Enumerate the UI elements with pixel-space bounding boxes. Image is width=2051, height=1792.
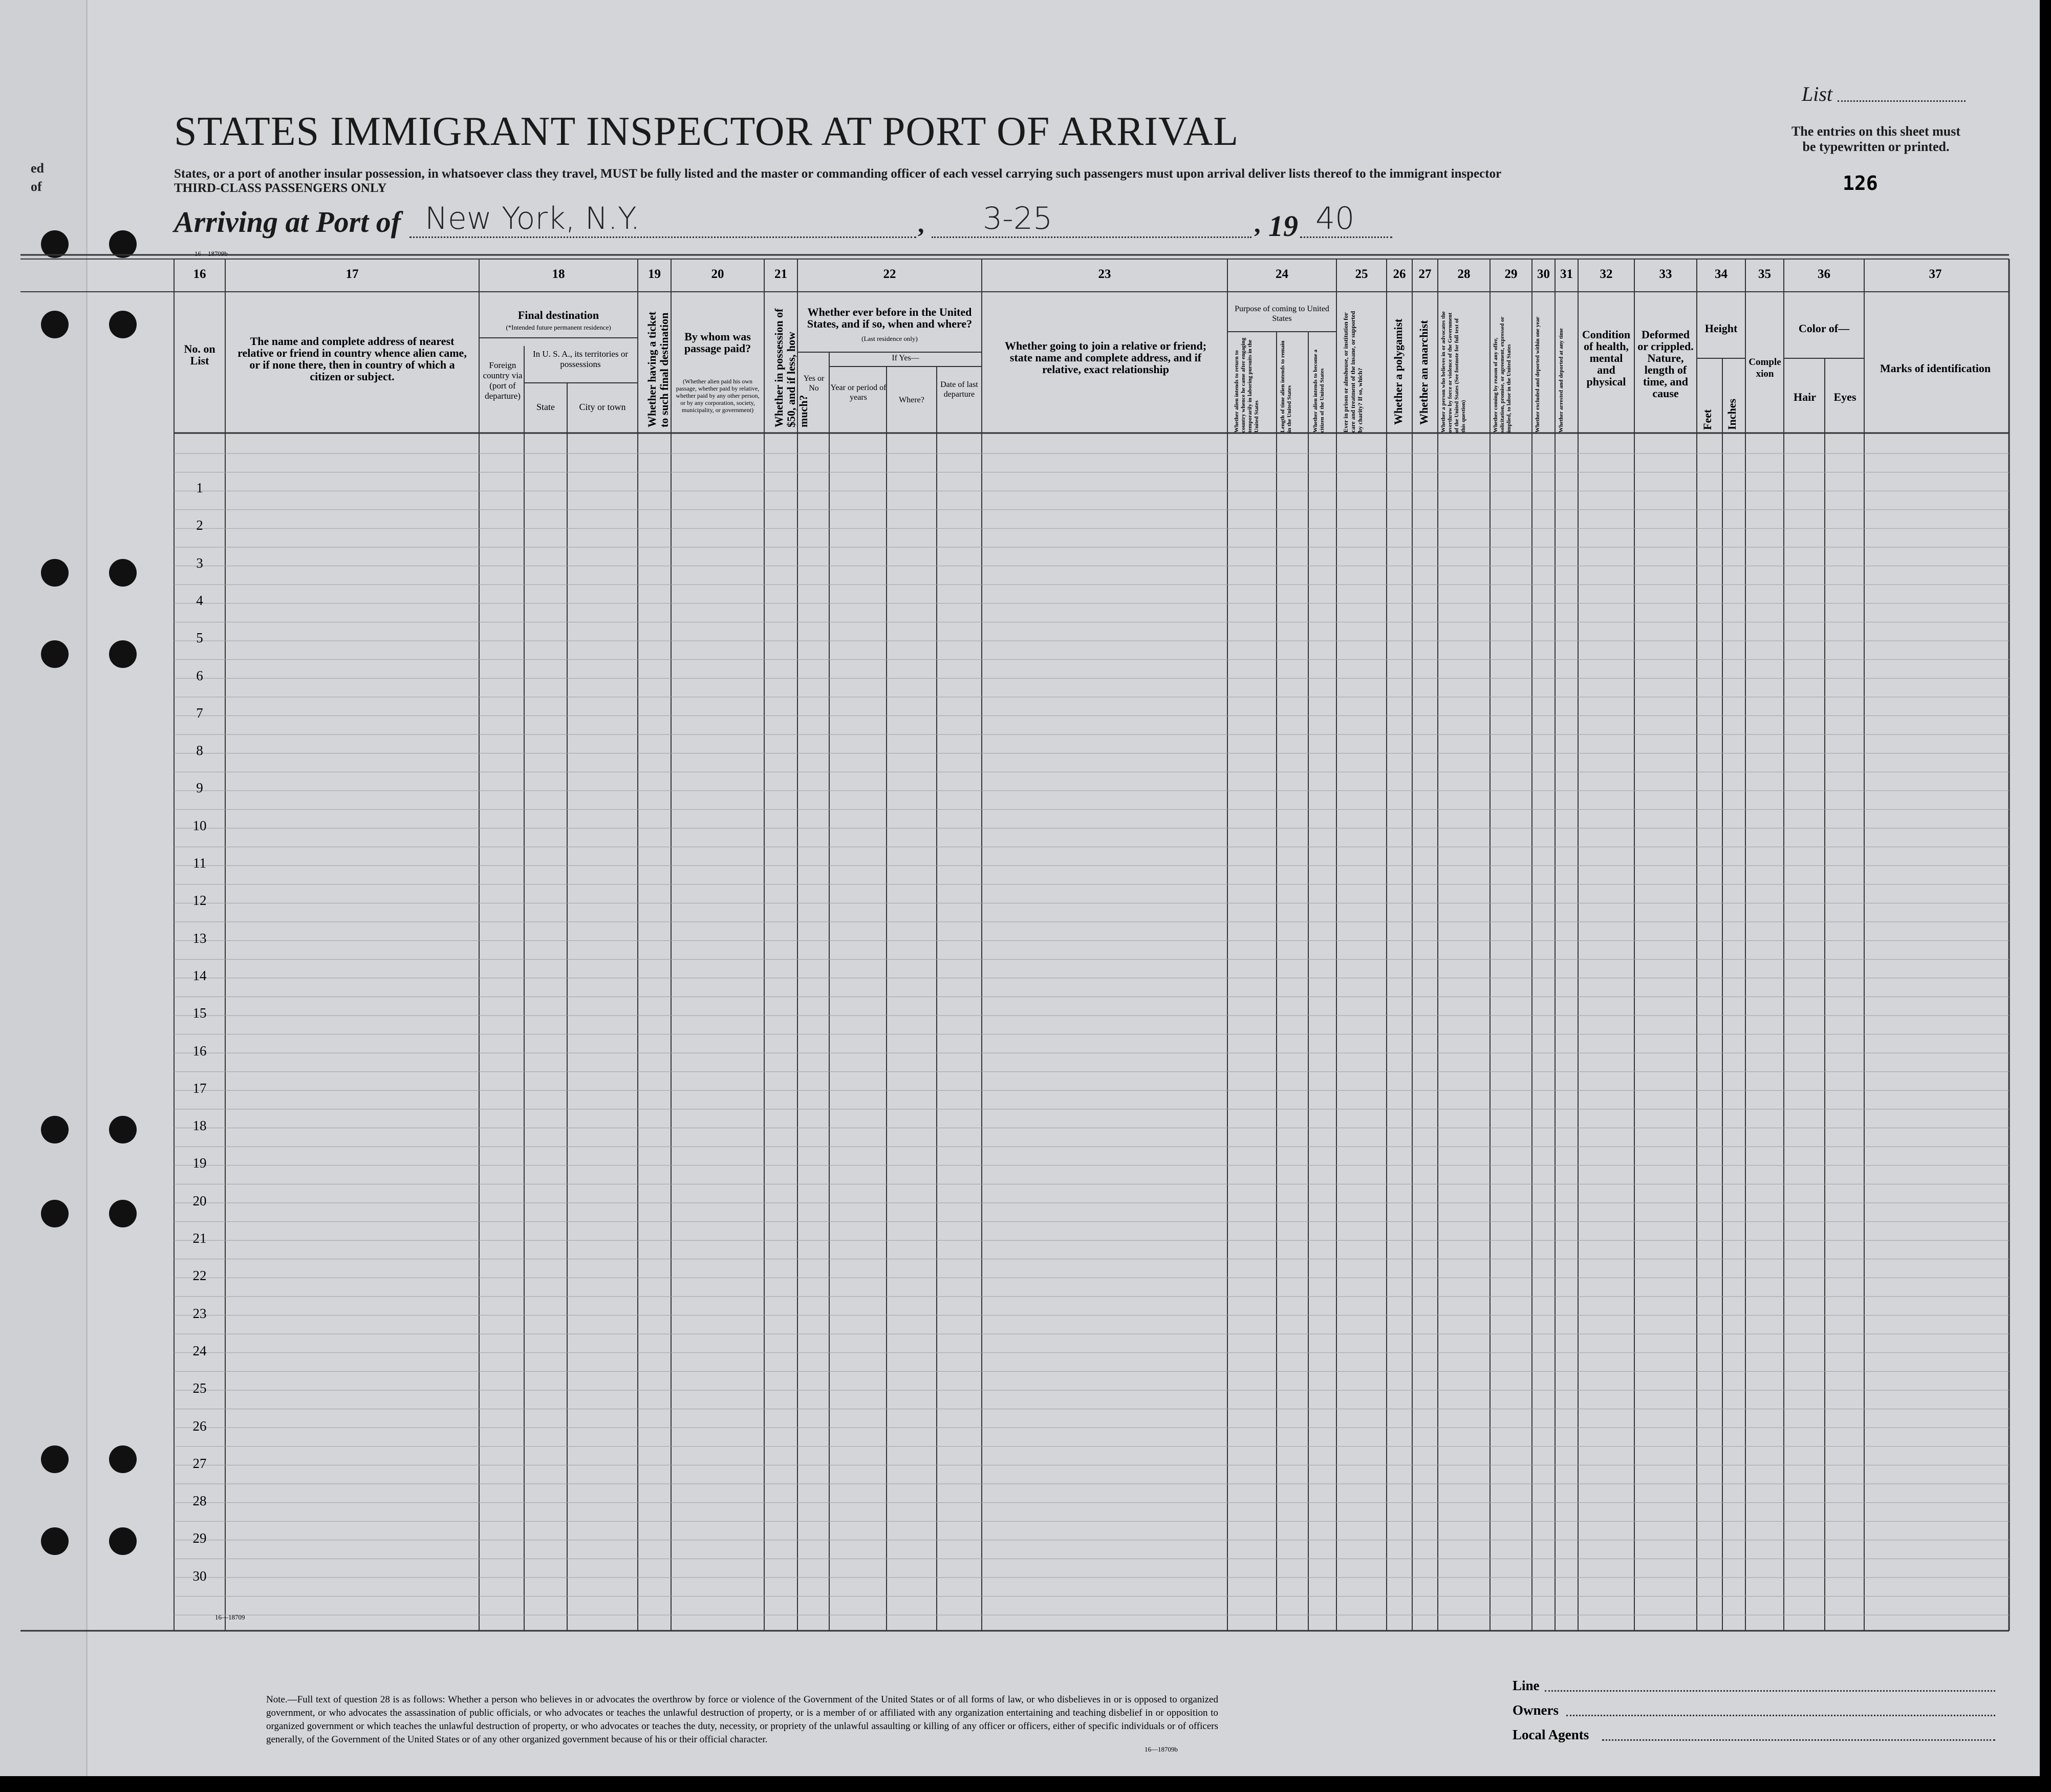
binder-edge-text-1: ed	[31, 161, 44, 176]
header-labor-offer: Whether coming by reason of any offer, solicitation, promise, or agreement, expressed or implied, to labor in the United States	[1493, 316, 1512, 433]
row-number: 5	[196, 630, 203, 646]
column-number-34: 34	[1715, 267, 1728, 281]
comma-separator-2: ,	[1254, 209, 1261, 238]
header-final-destination-sub: (*Intended future permanent residence)	[506, 323, 611, 331]
row-number: 11	[193, 855, 206, 871]
footnote-question-28: Note.—Full text of question 28 is as follows: Whether a person who believes in or advocates the overthrow by force or violence of the Government of the United States or of all forms of law, or who disbelieves in or is opposed to organized government, or who advocates the assassination of public officials, or who advocates or teaches the unlawful destruction of property, or is a member of or affiliated with any organization entertaining and teaching disbelief in or opposition to organized government or which teaches the unlawful destruction of property, or who advocates or teaches the duty, necessity, or propriety of the unlawful assaulting or killing of any officer or officers, either of specific individuals or of officers generally, of the Government of the United States or of any other organized government because of his or their official character.	[266, 1694, 1218, 1745]
header-if-yes: If Yes—	[892, 354, 919, 362]
instruction-line: States, or a port of another insular possession, in whatsoever class they travel, MUST be fully listed and the master or commanding officer of each vessel carrying such passengers must upon arrival deliver lists thereof to the immigrant inspector	[174, 167, 1502, 181]
header-height: Height	[1704, 322, 1738, 335]
form-code-bottom: 16—18709	[215, 1613, 245, 1621]
class-line: THIRD-CLASS PASSENGERS ONLY	[174, 181, 387, 195]
footer-owners-field	[1566, 1715, 1995, 1716]
header-purpose-c-vertical	[1312, 335, 1326, 433]
column-number-19: 19	[648, 267, 661, 281]
date-handwritten: 3-25	[983, 201, 1053, 236]
column-number-37: 37	[1929, 267, 1942, 281]
row-number: 23	[192, 1305, 207, 1321]
row-number: 26	[192, 1418, 207, 1434]
column-number-29: 29	[1504, 267, 1518, 281]
footer-form-code: 16—18709b	[1145, 1745, 1178, 1753]
header-inches-vertical	[1726, 399, 1738, 430]
header-no-on-list: No. on List	[184, 342, 215, 367]
column-number-35: 35	[1758, 267, 1771, 281]
row-number: 30	[192, 1568, 207, 1584]
column-number-17: 17	[346, 267, 359, 281]
column-number-32: 32	[1600, 267, 1613, 281]
header-prison-vertical	[1342, 310, 1364, 433]
row-number: 12	[192, 893, 207, 909]
header-polygamist-vertical	[1392, 319, 1405, 425]
header-excluded: Whether excluded and deported within one year	[1535, 316, 1541, 433]
row-number: 19	[192, 1155, 207, 1171]
header-offer-vertical	[1493, 310, 1513, 433]
header-arrested: Whether arrested and deported at any time	[1558, 328, 1564, 433]
header-date-last-departure: Date of last departure	[940, 380, 978, 399]
header-color-of: Color of—	[1798, 322, 1850, 335]
row-number: 6	[196, 667, 203, 683]
header-purpose-b-vertical	[1280, 335, 1293, 433]
column-number-18: 18	[552, 267, 565, 281]
column-number-20: 20	[711, 267, 724, 281]
header-in-usa: In U. S. A., its territories or possessions	[532, 349, 629, 369]
row-number: 2	[196, 517, 203, 533]
column-number-25: 25	[1355, 267, 1368, 281]
column-number-30: 30	[1537, 267, 1550, 281]
header-fifty-dollars: Whether in possession of $50, and if less, how much?	[772, 308, 810, 427]
footer-agents-field	[1602, 1739, 1995, 1741]
header-purpose-a-vertical	[1234, 335, 1260, 433]
column-number-33: 33	[1659, 267, 1672, 281]
footer-agents-label: Local Agents	[1513, 1727, 1589, 1742]
header-purpose: Purpose of coming to United States	[1235, 305, 1329, 323]
row-number: 9	[196, 780, 203, 796]
header-anarchist-vertical	[1418, 320, 1430, 425]
header-feet-vertical	[1701, 409, 1714, 430]
header-hair: Hair	[1794, 391, 1816, 403]
footer-owners-label: Owners	[1513, 1702, 1559, 1718]
column-number-28: 28	[1457, 267, 1471, 281]
header-ticket: Whether having a ticket to such final destination	[645, 311, 671, 427]
column-number-16: 16	[193, 267, 206, 281]
header-purpose-citizen: Whether alien intends to become a citizen of the United States	[1312, 349, 1325, 433]
column-number-26: 26	[1393, 267, 1406, 281]
footer-line-field	[1545, 1690, 1995, 1692]
row-number: 15	[192, 1005, 207, 1021]
row-number: 14	[192, 967, 207, 983]
row-number: 8	[196, 743, 203, 759]
year-handwritten: 40	[1315, 201, 1355, 236]
header-polygamist: Whether a polygamist	[1392, 318, 1405, 425]
binder-edge-text-2: of	[31, 179, 42, 194]
row-number: 27	[192, 1455, 207, 1471]
header-ever-before: Whether ever before in the United States, and if so, when and where?	[807, 306, 973, 330]
sheet-number: 126	[1843, 172, 1878, 195]
header-overthrow: Whether a person who believes in or advocates the overthrow by force or violence of the Government of the United States (See footnote for full text of this question)	[1440, 311, 1466, 433]
header-anarchist: Whether an anarchist	[1417, 320, 1430, 425]
header-inches: Inches	[1725, 398, 1738, 430]
typewritten-note-line-2: be typewritten or printed.	[1802, 139, 1950, 154]
row-number: 17	[192, 1080, 207, 1096]
arriving-label: Arriving at Port of	[174, 205, 401, 239]
comma-separator: ,	[918, 209, 924, 238]
port-handwritten: New York, N.Y.	[425, 201, 640, 236]
column-number-22: 22	[883, 267, 896, 281]
column-number-21: 21	[774, 267, 787, 281]
header-purpose-return: Whether alien intends to return to country whence he came after engaging temporarily in laboring pursuits in the United States	[1234, 337, 1260, 433]
row-number: 16	[192, 1043, 207, 1059]
header-arrested-vertical	[1558, 310, 1565, 433]
header-nearest-relative: The name and complete address of nearest relative or friend in country whence alien came, or if none there, then in country of which a citizen or subject.	[238, 335, 467, 383]
row-number: 20	[192, 1193, 207, 1208]
row-number: 24	[192, 1343, 207, 1358]
row-number: 3	[196, 555, 203, 571]
header-excluded-vertical	[1535, 310, 1541, 433]
header-purpose-length: Length of time alien intends to remain in the United States	[1280, 340, 1292, 433]
row-number: 10	[192, 817, 207, 833]
column-number-23: 23	[1098, 267, 1111, 281]
header-state: State	[536, 402, 555, 412]
header-passage-paid: By whom was passage paid?	[684, 330, 751, 355]
header-ever-before-sub: (Last residence only)	[861, 335, 918, 342]
header-overthrow-vertical	[1440, 310, 1467, 433]
header-feet: Feet	[1701, 409, 1714, 430]
year-prefix: 19	[1268, 209, 1298, 243]
row-number: 13	[192, 930, 207, 946]
row-number: 25	[192, 1380, 207, 1396]
column-number-31: 31	[1560, 267, 1573, 281]
row-number: 4	[196, 592, 203, 608]
header-deformed: Deformed or crippled. Nature, length of time, and cause	[1637, 328, 1694, 400]
typewritten-note-line-1: The entries on this sheet must	[1791, 124, 1961, 139]
row-number: 7	[196, 705, 203, 721]
header-eyes: Eyes	[1833, 391, 1856, 403]
header-prison: Ever in prison or almshouse, or institution for care and treatment of the insane, or supported by charity? If so, which?	[1342, 311, 1364, 433]
row-number: 1	[196, 480, 203, 495]
page-title: STATES IMMIGRANT INSPECTOR AT PORT OF ARRIVAL	[174, 109, 1239, 154]
footer-line-label: Line	[1513, 1678, 1540, 1693]
header-marks-identification: Marks of identification	[1880, 362, 1991, 375]
form-code-top: 16—18709b	[195, 250, 228, 257]
header-complexion: Complexion	[1748, 357, 1781, 379]
row-number: 22	[192, 1268, 207, 1284]
header-foreign-country: Foreign country via (port of departure)	[483, 360, 523, 401]
header-joining-relative: Whether going to join a relative or friend; state name and complete address, and if relative, exact relationship	[1004, 339, 1207, 376]
column-number-24: 24	[1276, 267, 1288, 281]
row-number: 28	[192, 1493, 207, 1509]
header-where: Where?	[899, 396, 924, 404]
list-label: List	[1802, 82, 1833, 105]
header-yes-or-no: Yes or No	[803, 374, 825, 393]
header-passage-note: (Whether alien paid his own passage, whether paid by relative, whether paid by any other person, or by any corporation, society, municipality, or government)	[676, 378, 760, 414]
column-number-27: 27	[1418, 267, 1432, 281]
header-ticket-vertical	[646, 305, 671, 427]
header-year-or-period: Year or period of years	[830, 383, 887, 402]
header-condition-health: Condition of health, mental and physical	[1582, 328, 1631, 388]
row-number: 18	[192, 1118, 207, 1134]
header-city-or-town: City or town	[579, 402, 626, 412]
header-final-destination: Final destination	[517, 309, 599, 321]
column-number-36: 36	[1818, 267, 1830, 281]
row-number: 29	[192, 1530, 207, 1546]
row-number: 21	[192, 1230, 207, 1246]
